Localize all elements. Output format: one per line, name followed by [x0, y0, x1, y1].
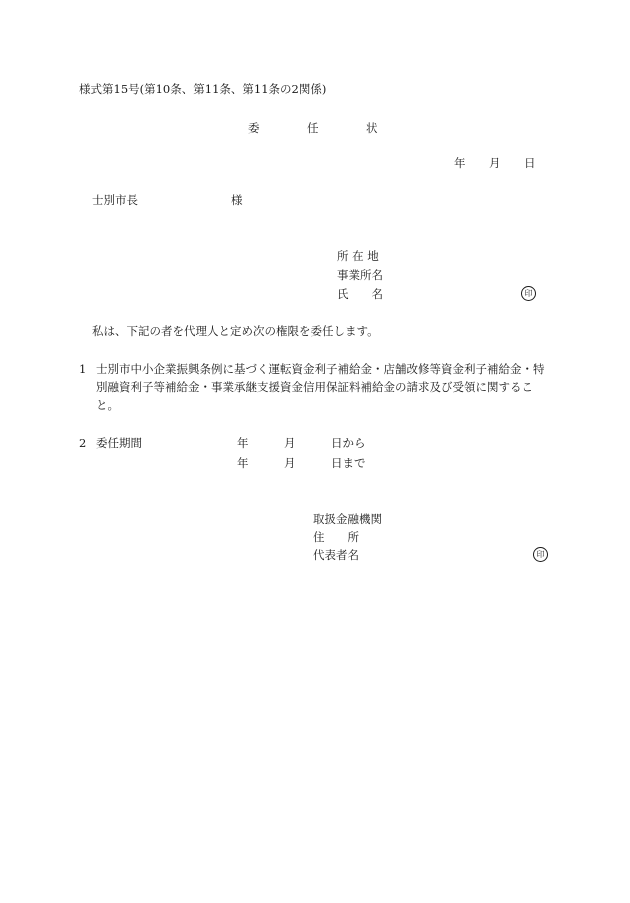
item-text-line: 士別市中小企業振興条例に基づく運転資金利子補給金・店舗改修等資金利子補給金・特 — [96, 362, 545, 376]
period-from-day: 日から — [331, 436, 366, 450]
title-char-2: 任 — [307, 121, 319, 135]
seal-icon: 印 — [521, 286, 536, 301]
item-text-line: と。 — [96, 398, 119, 412]
location-label: 所 在 地 — [337, 249, 379, 263]
item-number: 2 — [79, 436, 87, 450]
period-to-day: 日まで — [331, 456, 366, 470]
title-char-1: 委 — [248, 121, 260, 135]
address-label: 住 所 — [313, 530, 359, 544]
item-text-line: 別融資利子等補給金・事業承継支援資金信用保証料補給金の請求及び受領に関するこ — [96, 380, 533, 394]
seal-icon: 印 — [533, 547, 548, 562]
institution-label: 取扱金融機関 — [313, 512, 382, 526]
item-number: 1 — [79, 362, 87, 376]
period-from-year: 年 — [237, 436, 249, 450]
period-to-year: 年 — [237, 456, 249, 470]
date-year: 年 — [454, 156, 466, 170]
period-from-month: 月 — [284, 436, 296, 450]
delegation-statement: 私は、下記の者を代理人と定め次の権限を委任します。 — [92, 324, 379, 338]
date-month: 月 — [489, 156, 501, 170]
period-label: 委任期間 — [96, 436, 142, 450]
title-char-3: 状 — [366, 121, 378, 135]
addressee-honorific: 様 — [231, 193, 243, 207]
period-to-month: 月 — [284, 456, 296, 470]
representative-label: 代表者名 — [313, 548, 359, 562]
office-name-label: 事業所名 — [337, 268, 383, 282]
date-day: 日 — [524, 156, 536, 170]
addressee-name: 士別市長 — [92, 193, 138, 207]
name-label: 氏 名 — [337, 287, 383, 301]
form-number: 様式第15号(第10条、第11条、第11条の2関係) — [79, 82, 327, 96]
